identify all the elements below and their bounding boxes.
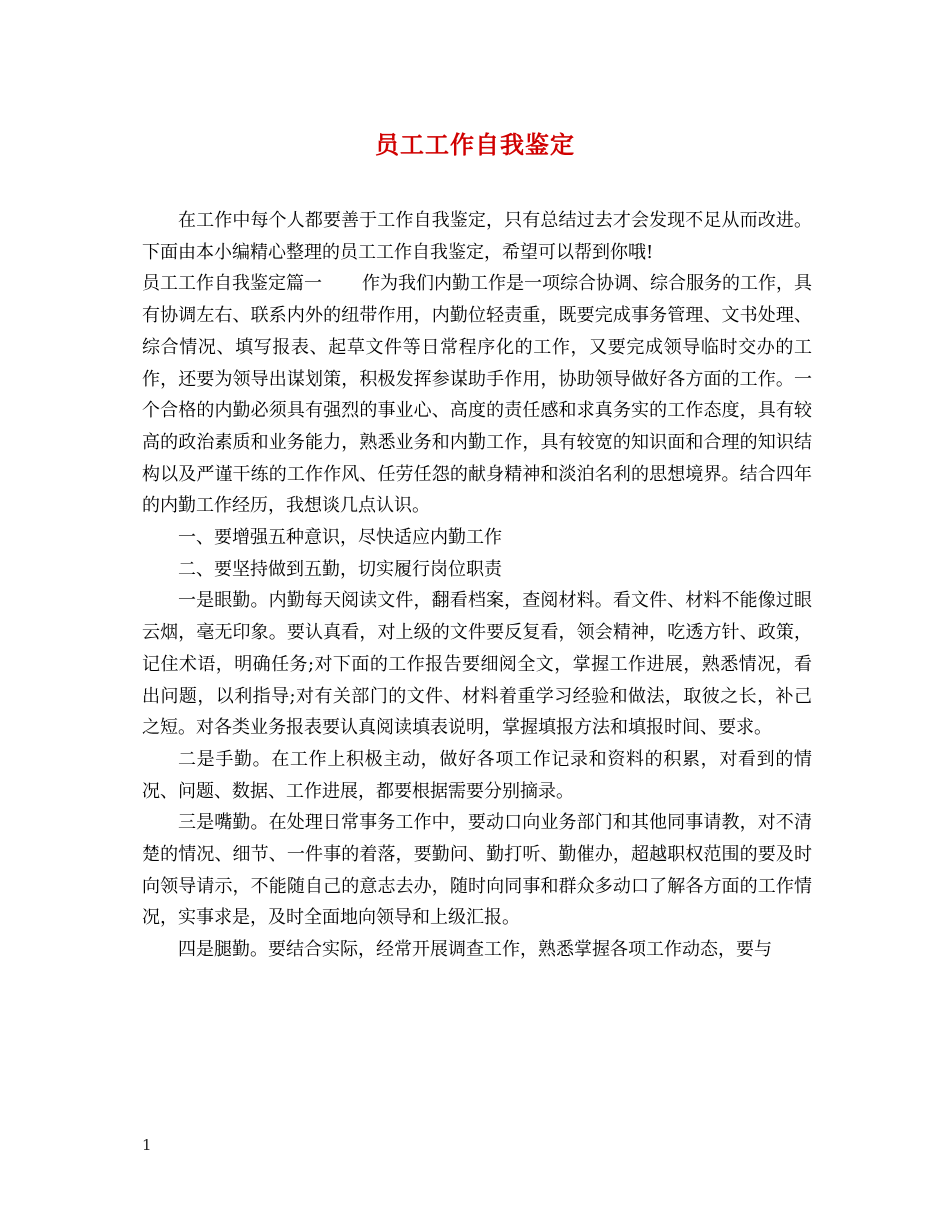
document-title: 员工工作自我鉴定 (375, 130, 575, 159)
section-body: 作为我们内勤工作是一项综合协调、综合服务的工作，具有协调左右、联系内外的纽带作用，内勤位轻责重，既要完成事务管理、文书处理、综合情况、填写报表、起草文件等日常程序化的工作，又要完成领导临时交办的工作，还要为领导出谋划策，积极发挥参谋助手作用，协助领导做好各方面的工作。一个合格的内勤必须具有强烈的事业心、高度的责任感和求真务实的工作态度，具有较高的政治素质和业务能力，熟悉业务和内勤工作，具有较宽的知识面和合理的知识结构以及严谨干练的工作作风、任劳任怨的献身精神和淡泊名利的思想境界。结合四年的内勤工作经历，我想谈几点认识。 (142, 273, 812, 517)
section-heading: 员工工作自我鉴定篇一 (142, 273, 322, 295)
paragraph-leg-diligence: 四是腿勤。要结合实际，经常开展调查工作，熟悉掌握各项工作动态，要与 (178, 939, 772, 961)
paragraph-hand-diligence: 二是手勤。在工作上积极主动，做好各项工作记录和资料的积累，对看到的情况、问题、数据、工作进展，都要根据需要分别摘录。 (142, 748, 812, 802)
page-number: 1 (142, 1136, 152, 1154)
section-paragraph (142, 268, 812, 522)
paragraph-eye-diligence: 一是眼勤。内勤每天阅读文件，翻看档案，查阅材料。看文件、材料不能像过眼云烟，毫无印象。要认真看，对上级的文件要反复看，领会精神，吃透方针、政策，记住术语，明确任务;对下面的工作报告要细阅全文，掌握工作进展，熟悉情况，看出问题，以利指导;对有关部门的文件、材料着重学习经验和做法，取彼之长，补己之短。对各类业务报表要认真阅读填表说明，掌握填报方法和填报时间、要求。 (142, 590, 812, 739)
point-2: 二、要坚持做到五勤，切实履行岗位职责 (178, 558, 502, 580)
document-body (142, 205, 812, 966)
intro-paragraph: 在工作中每个人都要善于工作自我鉴定，只有总结过去才会发现不足从而改进。下面由本小编精心整理的员工工作自我鉴定，希望可以帮到你哦! (142, 210, 812, 263)
paragraph-mouth-diligence: 三是嘴勤。在处理日常事务工作中，要动口向业务部门和其他同事请教，对不清楚的情况、细节、一件事的着落，要勤问、勤打听、勤催办，超越职权范围的要及时向领导请示，不能随自己的意志去办，随时向同事和群众多动口了解各方面的工作情况，实事求是，及时全面地向领导和上级汇报。 (142, 812, 812, 929)
point-1: 一、要增强五种意识，尽快适应内勤工作 (178, 527, 502, 549)
